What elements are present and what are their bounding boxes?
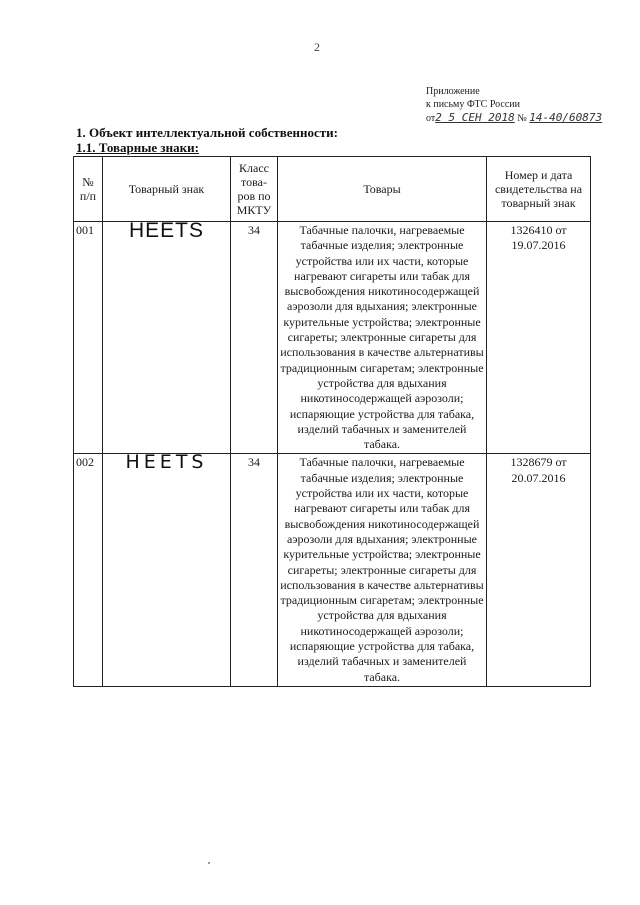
trademarks-table — [73, 156, 591, 687]
row-class: 34 — [231, 454, 278, 686]
letter-number: 14-40/60873 — [529, 111, 603, 124]
header-goods: Товары — [278, 157, 487, 222]
appendix-title: Приложение — [426, 86, 480, 97]
appendix-date-number — [426, 111, 602, 125]
table-row — [74, 222, 591, 454]
table-header-row — [74, 157, 591, 222]
row-registration: 1328679 от 20.07.2016 — [487, 454, 591, 686]
row-num: 002 — [74, 454, 103, 686]
section-subtitle: 1.1. Товарные знаки: — [76, 140, 199, 155]
row-goods: Табачные палочки, нагреваемые табачные изделия; электронные устройства или их части, которые нагревают сигареты или табак для высвобождения никотиносодержащей аэрозоли для вдыхания; электронные курительные устройства; электронные сигареты; электронные сигареты для использования в качестве альтернативы традиционным сигаретам; электронные устройства для вдыхания никотиносодержащей аэрозоли; испаряющие устройства для табака, изделий табачных и заменителей табака. — [278, 454, 487, 686]
page-number: 2 — [314, 40, 320, 54]
header-mark: Товарный знак — [103, 157, 231, 222]
row-num: 001 — [74, 222, 103, 454]
letter-date: 2 5 СЕН 2018 — [435, 111, 515, 124]
table-row — [74, 454, 591, 686]
from-label: от — [426, 113, 436, 124]
header-class: Класс това-ров по МКТУ — [231, 157, 278, 222]
row-goods: Табачные палочки, нагреваемые табачные изделия; электронные устройства или их части, которые нагревают сигареты или табак для высвобождения никотиносодержащей аэрозоли для вдыхания; электронные курительные устройства; электронные сигареты; электронные сигареты для использования в качестве альтернативы традиционным сигаретам; электронные устройства для вдыхания никотиносодержащей аэрозоли; испаряющие устройства для табака, изделий табачных и заменителей табака. — [278, 222, 487, 454]
row-class: 34 — [231, 222, 278, 454]
row-registration: 1326410 от 19.07.2016 — [487, 222, 591, 454]
header-registration: Номер и дата свидетельства на товарный знак — [487, 157, 591, 222]
header-num: № п/п — [74, 157, 103, 222]
appendix-block — [426, 85, 602, 125]
appendix-letter-ref: к письму ФТС России — [426, 99, 520, 110]
trademark-logo-bold: HEETS — [103, 222, 231, 454]
scan-speck — [208, 862, 210, 864]
trademark-logo-stylized: HEETS — [103, 454, 231, 686]
number-label: № — [517, 113, 527, 124]
section-title: 1. Объект интеллектуальной собственности: — [76, 125, 338, 140]
